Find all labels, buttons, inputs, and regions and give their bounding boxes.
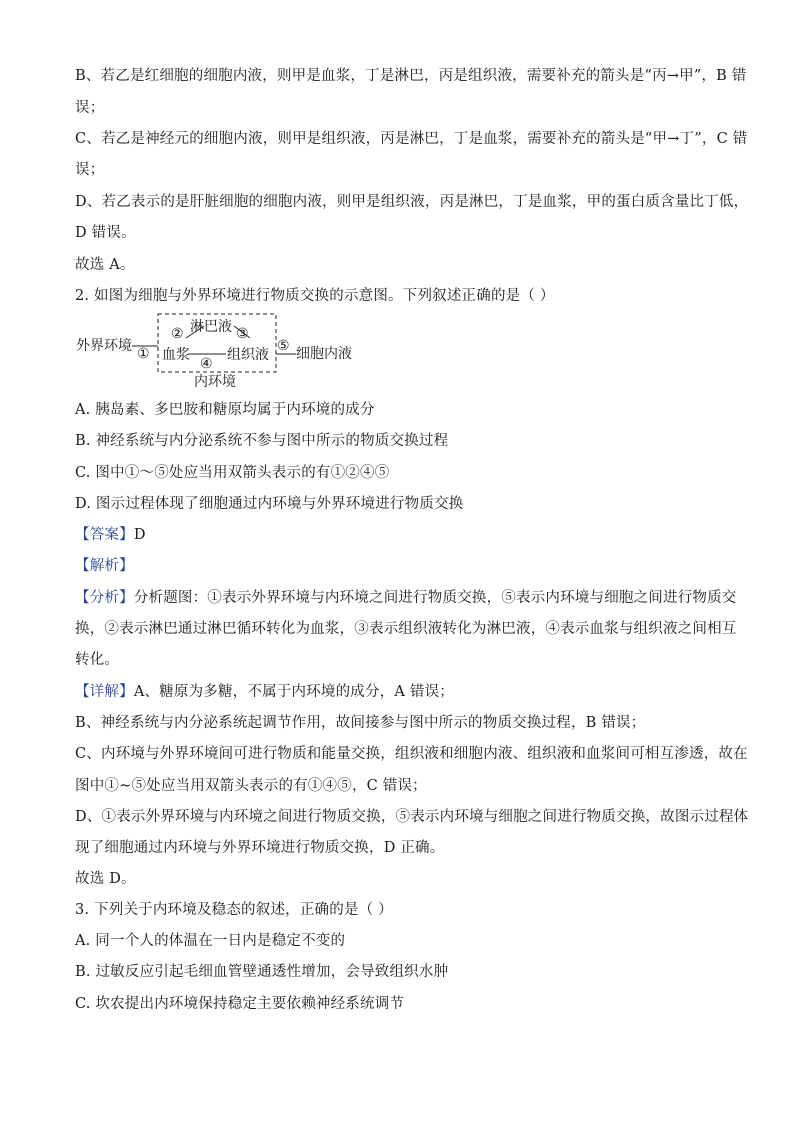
num-5-label: ⑤ xyxy=(277,338,290,354)
analysis-heading xyxy=(75,556,134,576)
text-line: 故选 D。 xyxy=(75,871,136,887)
text-line: 图中①~⑤处应当用双箭头表示的有①④⑤，C 错误； xyxy=(75,778,427,794)
lymph-label: 淋巴液 xyxy=(190,319,232,335)
text-line: 换，②表示淋巴通过淋巴循环转化为血浆，③表示组织液转化为淋巴液，④表示血浆与组织液之间相互 xyxy=(75,621,737,637)
plasma-label: 血浆 xyxy=(162,347,190,363)
answer-line: 【答案】D xyxy=(75,527,146,543)
exchange-diagram xyxy=(70,312,370,392)
option-b: B. 过敏反应引起毛细血管壁通透性增加，会导致组织水肿 xyxy=(75,964,449,980)
question-stem: 2. 如图为细胞与外界环境进行物质交换的示意图。下列叙述正确的是（ ） xyxy=(75,288,555,304)
cell-fluid-label: 细胞内液 xyxy=(296,346,352,362)
option-d: D. 图示过程体现了细胞通过内环境与外界环境进行物质交换 xyxy=(75,496,464,512)
tissue-fluid-label: 组织液 xyxy=(227,347,269,363)
text-line: D 错误。 xyxy=(75,225,136,241)
section-bracket-label: 【答案】 xyxy=(75,527,134,543)
num-4-label: ④ xyxy=(200,356,213,372)
num-3-label: ③ xyxy=(236,326,249,342)
option-a: A. 同一个人的体温在一日内是稳定不变的 xyxy=(75,933,346,949)
text-line: 误； xyxy=(75,100,105,116)
internal-env-label: 内环境 xyxy=(194,374,236,390)
question-stem: 3. 下列关于内环境及稳态的叙述，正确的是（ ） xyxy=(75,902,393,918)
text-line: 【分析】分析题图：①表示外界环境与内环境之间进行物质交换，⑤表示内环境与细胞之间进行物质交 xyxy=(75,590,737,606)
text-line: 误； xyxy=(75,162,105,178)
num-2-label: ② xyxy=(171,326,184,342)
outer-env-label: 外界环境 xyxy=(76,338,132,354)
option-c: C. 坎农提出内环境保持稳定主要依赖神经系统调节 xyxy=(75,996,405,1012)
text-line: D、若乙表示的是肝脏细胞的细胞内液，则甲是组织液，丙是淋巴，丁是血浆，甲的蛋白质含量比丁低， xyxy=(75,194,749,210)
num-1-label: ① xyxy=(137,346,150,362)
text-line: C、内环境与外界环境间可进行物质和能量交换，组织液和细胞内液、组织液和血浆间可相互渗透，故在 xyxy=(75,746,748,762)
text-line: 现了细胞通过内环境与外界环境进行物质交换，D 正确。 xyxy=(75,840,445,856)
section-bracket-label: 【详解】 xyxy=(75,684,134,700)
text-line: 【详解】A、糖原为多糖，不属于内环境的成分，A 错误； xyxy=(75,684,454,700)
section-bracket-label: 【解析】 xyxy=(75,558,134,574)
text-line: B、若乙是红细胞的细胞内液，则甲是血浆，丁是淋巴，丙是组织液，需要补充的箭头是“丙→甲”，B 错 xyxy=(75,68,747,84)
section-bracket-label: 【分析】 xyxy=(75,590,134,606)
text-line: B、神经系统与内分泌系统起调节作用，故间接参与图中所示的物质交换过程，B 错误； xyxy=(75,715,646,731)
option-c: C. 图中①～⑤处应当用双箭头表示的有①②④⑤ xyxy=(75,465,390,481)
text-line: C、若乙是神经元的细胞内液，则甲是组织液，丙是淋巴，丁是血浆，需要补充的箭头是“甲→丁”，C 错 xyxy=(75,131,748,147)
text-line: 转化。 xyxy=(75,652,120,668)
option-b: B. 神经系统与内分泌系统不参与图中所示的物质交换过程 xyxy=(75,433,449,449)
text-line: 故选 A。 xyxy=(75,257,135,273)
option-a: A. 胰岛素、多巴胺和糖原均属于内环境的成分 xyxy=(75,402,375,418)
text-line: D、①表示外界环境与内环境之间进行物质交换，⑤表示内环境与细胞之间进行物质交换，故图示过程体 xyxy=(75,809,749,825)
